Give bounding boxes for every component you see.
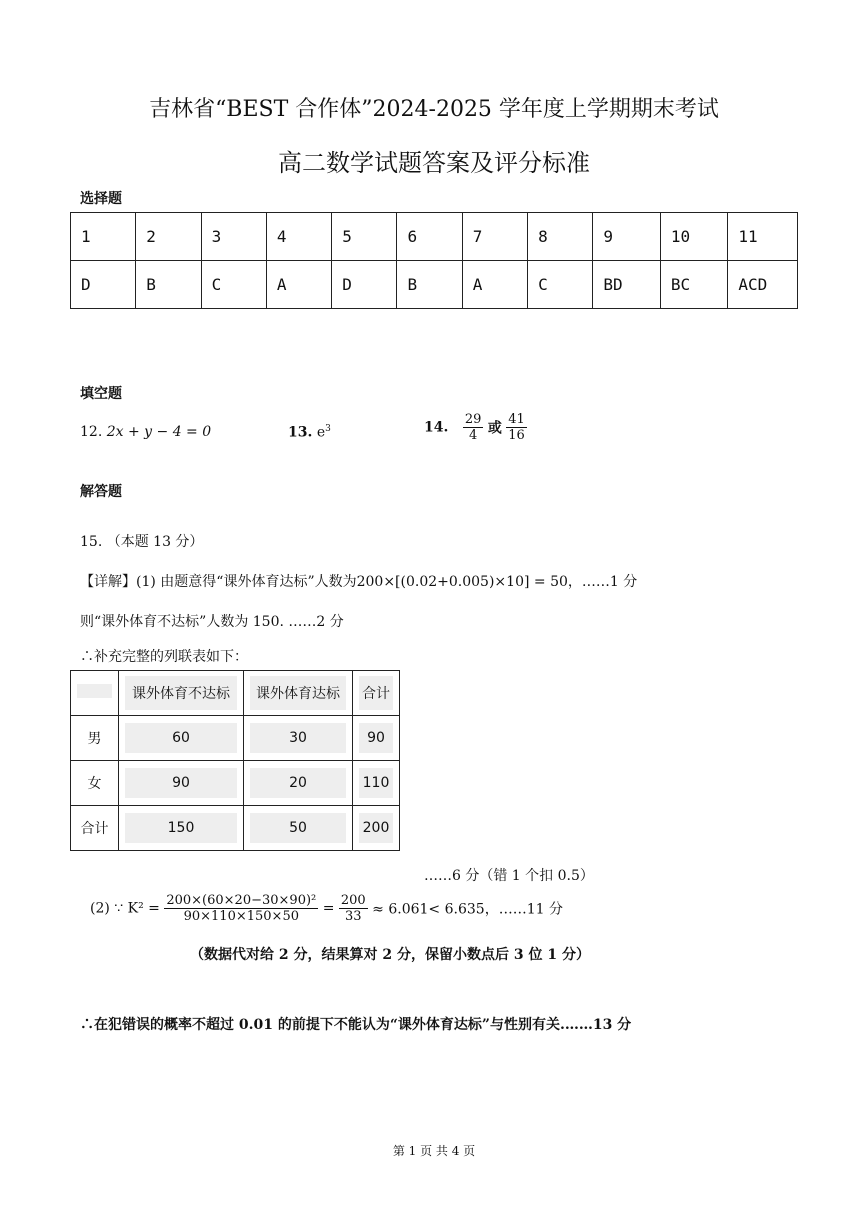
q14-fraction-1 [463, 412, 484, 443]
answer-letter: ACD [728, 261, 798, 309]
q13-exponent: 3 [325, 424, 331, 434]
table-row-label: 男 [71, 716, 119, 761]
table-header-cell: 合计 [353, 671, 400, 716]
q13-answer [288, 424, 331, 441]
answer-letter: D [71, 261, 136, 309]
answer-letter: BD [593, 261, 660, 309]
table-cell: 110 [353, 761, 400, 806]
part2-scoring-note: （数据代对给 2 分，结果算对 2 分，保留小数点后 3 位 1 分） [190, 947, 590, 963]
table-cell: 90 [119, 761, 244, 806]
document-subtitle: 高二数学试题答案及评分标准 [278, 149, 590, 177]
question-number: 8 [528, 213, 593, 261]
table-row [71, 761, 400, 806]
q12-answer [80, 424, 211, 440]
q15-line-2: 则“课外体育不达标”人数为 150. ……2 分 [80, 614, 344, 630]
fill-section-label: 填空题 [80, 386, 122, 402]
answer-letter: B [397, 261, 462, 309]
q13-base: e [316, 424, 326, 441]
table-header-cell: 课外体育不达标 [119, 671, 244, 716]
q14-or: 或 [487, 420, 502, 437]
answer-table [70, 212, 798, 309]
answer-number-row [71, 213, 798, 261]
question-number: 4 [266, 213, 331, 261]
part2-prefix: (2) ∵ K² = [90, 900, 160, 917]
conclusion-line: ∴在犯错误的概率不超过 0.01 的前提下不能认为“课外体育达标”与性别有关.……13 分 [80, 1017, 632, 1033]
table-cell: 200 [353, 806, 400, 851]
part2-equals: = [322, 900, 335, 917]
part2-denominator-2: 33 [345, 909, 362, 924]
q14-answer [424, 412, 527, 443]
table-score: ……6 分（错 1 个扣 0.5） [424, 868, 594, 884]
table-cell: 60 [119, 716, 244, 761]
table-row-label: 合计 [71, 806, 119, 851]
table-row [71, 716, 400, 761]
solve-section-label: 解答题 [80, 484, 122, 500]
q14-numerator-1: 29 [464, 412, 482, 427]
question-number: 1 [71, 213, 136, 261]
detail-score: ，……1 分 [567, 574, 638, 590]
answer-letter: A [462, 261, 527, 309]
question-number: 10 [660, 213, 727, 261]
answer-letter: BC [660, 261, 727, 309]
table-header-cell: 课外体育达标 [244, 671, 353, 716]
q14-denominator-1: 4 [468, 428, 478, 443]
detail-prefix: 【详解】(1) 由题意得“课外体育达标”人数为 [80, 574, 357, 590]
answer-letter: C [201, 261, 266, 309]
table-cell: 90 [353, 716, 400, 761]
detail-expression: 200×[(0.02+0.005)×10] = 50 [356, 574, 568, 590]
q14-label: 14. [424, 419, 449, 436]
table-header-row [71, 671, 400, 716]
question-number: 5 [332, 213, 397, 261]
answer-letter: C [528, 261, 593, 309]
part2-denominator: 90×110×150×50 [183, 909, 299, 924]
table-cell: 20 [244, 761, 353, 806]
q12-expression: 2x + y − 4 = 0 [106, 424, 212, 440]
table-row-label: 女 [71, 761, 119, 806]
answer-letter-row [71, 261, 798, 309]
q14-fraction-2 [506, 412, 527, 443]
q14-numerator-2: 41 [508, 412, 525, 427]
question-number: 11 [728, 213, 798, 261]
q14-denominator-2: 16 [508, 428, 525, 443]
document-title: 吉林省“BEST 合作体”2024-2025 学年度上学期期末考试 [149, 97, 719, 122]
answer-letter: B [136, 261, 201, 309]
table-cell: 50 [244, 806, 353, 851]
part2-numerator-2: 200 [340, 893, 366, 908]
table-cell: 30 [244, 716, 353, 761]
q15-heading: 15. （本题 13 分） [80, 534, 204, 550]
part2-tail: ≈ 6.061< 6.635，……11 分 [372, 901, 563, 918]
table-cell: 150 [119, 806, 244, 851]
answer-letter: A [266, 261, 331, 309]
q15-detail-line [80, 571, 637, 591]
q13-label: 13. [288, 424, 313, 441]
question-number: 3 [201, 213, 266, 261]
page-footer: 第 1 页 共 4 页 [392, 1144, 476, 1158]
q15-line-3: ∴补充完整的列联表如下： [80, 649, 248, 665]
part2-fraction-2 [339, 893, 368, 924]
table-corner-cell [71, 671, 119, 716]
answer-letter: D [332, 261, 397, 309]
question-number: 9 [593, 213, 660, 261]
mcq-section-label: 选择题 [80, 191, 122, 207]
question-number: 2 [136, 213, 201, 261]
question-number: 7 [462, 213, 527, 261]
part2-numerator: 200×(60×20−30×90)² [166, 893, 317, 908]
q12-label: 12. [80, 424, 103, 440]
contingency-table [70, 670, 400, 851]
question-number: 6 [397, 213, 462, 261]
table-row [71, 806, 400, 851]
part2-formula [90, 893, 563, 924]
part2-fraction-1 [164, 893, 318, 924]
